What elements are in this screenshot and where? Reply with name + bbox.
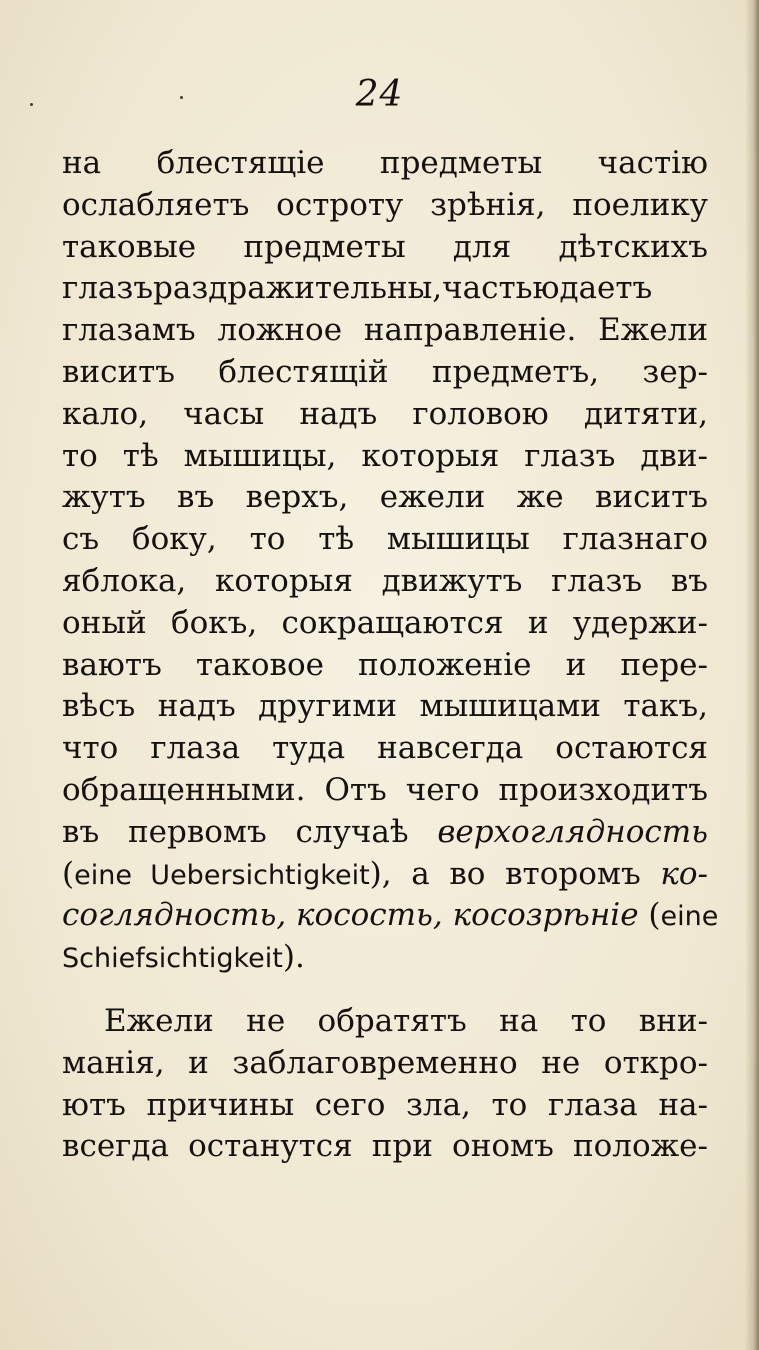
text-line	[62, 561, 708, 603]
text-run: въ первомъ случаѣ	[62, 813, 438, 850]
text-run: ).	[282, 939, 305, 976]
text-line	[62, 854, 708, 896]
text-line	[62, 1085, 708, 1127]
page-edge-shadow	[745, 0, 759, 1350]
text-run: всегда останутся при ономъ положе-	[62, 1128, 708, 1165]
text-run: ), а во второмъ	[369, 855, 661, 892]
text-line	[62, 1126, 708, 1168]
text-line	[62, 895, 719, 937]
text-line	[62, 143, 708, 185]
text-run: то тѣ мышицы, которыя глазъ дви-	[62, 437, 708, 474]
body-text	[62, 143, 719, 1168]
text-run: (	[638, 897, 661, 934]
text-run: таковые предметы для дѣтскихъ	[62, 228, 708, 265]
text-run: что глаза туда навсегда остаются	[62, 730, 708, 767]
text-run: манія, и заблаговременно не откро-	[62, 1044, 708, 1081]
text-run: вѣсъ надъ другими мышицами такъ,	[62, 688, 708, 725]
text-line	[62, 268, 708, 310]
text-run: глазъраздражительны,частьюдаетъ	[62, 270, 653, 307]
text-line	[62, 728, 708, 770]
text-run: (	[62, 855, 75, 892]
text-run: глазамъ ложное направленіе. Ежели	[62, 312, 708, 349]
german-run: Schiefsichtigkeit	[62, 943, 283, 975]
text-line	[62, 645, 708, 687]
text-line	[62, 686, 708, 728]
text-run: яблока, которыя движутъ глазъ въ	[62, 562, 708, 599]
italic-run: соглядность, косость, косозрѣніе	[62, 897, 639, 934]
text-run: на блестящіе предметы частію	[62, 145, 708, 181]
text-line	[62, 310, 708, 352]
text-line	[62, 770, 708, 812]
page-number: 24	[355, 74, 404, 115]
text-run: ваютъ таковое положеніе и пере-	[62, 646, 708, 683]
text-run: жутъ въ верхъ, ежели же виситъ	[62, 479, 708, 516]
text-line	[62, 937, 708, 979]
text-run: Ежели не обратятъ на то вни-	[104, 1002, 708, 1039]
text-run: обращенными. Отъ чего произходитъ	[62, 771, 708, 808]
text-run: оный бокъ, сокращаются и удержи-	[62, 604, 708, 641]
text-line	[62, 812, 708, 854]
text-run: ютъ причины сего зла, то глаза на-	[62, 1086, 708, 1123]
text-run: виситъ блестящій предметъ, зер-	[62, 353, 708, 390]
text-line	[62, 519, 708, 561]
german-run: eine Uebersichtigkeit	[74, 859, 370, 891]
text-line	[62, 185, 708, 227]
german-run: eine	[660, 901, 719, 933]
text-line	[62, 352, 708, 394]
paragraph-gap	[62, 979, 708, 1001]
text-line	[62, 1043, 708, 1085]
text-line	[62, 227, 708, 269]
text-line	[62, 394, 708, 436]
italic-run: верхоглядность	[437, 813, 708, 850]
text-run: съ боку, то тѣ мышицы глазнаго	[62, 521, 708, 558]
text-line	[62, 436, 708, 478]
text-run: ослабляетъ остроту зрѣнія, поелику	[62, 186, 708, 223]
text-line	[62, 477, 708, 519]
text-run: кало, часы надъ головою дитяти,	[62, 395, 708, 432]
italic-run: ко-	[660, 855, 708, 892]
text-line	[62, 603, 708, 645]
text-line	[62, 1001, 708, 1043]
